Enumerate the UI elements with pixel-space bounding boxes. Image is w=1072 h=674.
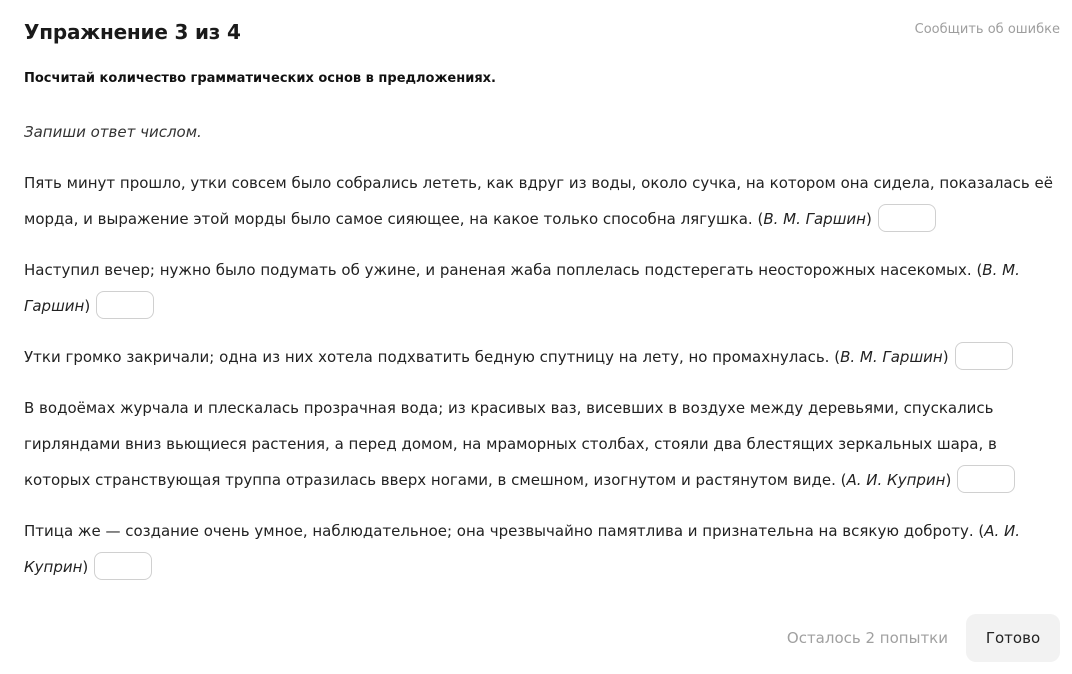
sentence-item: Наступил вечер; нужно было подумать об ужине, и раненая жаба поплелась подстерегать неосторожных насекомых. (В. М. Гаршин) bbox=[24, 252, 1060, 324]
sentence-text: Наступил вечер; нужно было подумать об ужине, и раненая жаба поплелась подстерегать неосторожных насекомых. bbox=[24, 261, 972, 279]
sentence-author: А. И. Куприн bbox=[846, 471, 946, 489]
answer-input[interactable] bbox=[878, 204, 936, 232]
exercise-page bbox=[24, 0, 1060, 674]
answer-input[interactable] bbox=[96, 291, 154, 319]
page-title: Упражнение 3 из 4 bbox=[24, 20, 241, 44]
report-error-link[interactable]: Сообщить об ошибке bbox=[914, 22, 1060, 37]
sentence-text: Пять минут прошло, утки совсем было собрались лететь, как вдруг из воды, около сучка, на котором она сидела, показалась её морда, и выражение этой морды было самое сияющее, на какое только способна лягушка. bbox=[24, 174, 1053, 228]
sentence-item: В водоёмах журчала и плескалась прозрачная вода; из красивых ваз, висевших в воздухе между деревьями, спускались гирляндами вниз вьющиеся растения, а перед домом, на мраморных столбах, стояли два блестящих зеркальных шара, в которых странствующая труппа отразилась вверх ногами, в смешном, изогнутом и растянутом виде. (А. И. Куприн) bbox=[24, 390, 1060, 498]
sentence-text: В водоёмах журчала и плескалась прозрачная вода; из красивых ваз, висевших в воздухе между деревьями, спускались гирляндами вниз вьющиеся растения, а перед домом, на мраморных столбах, стояли два блестящих зеркальных шара, в которых странствующая труппа отразилась вверх ногами, в смешном, изогнутом и растянутом виде. bbox=[24, 399, 997, 489]
sentence-item: Пять минут прошло, утки совсем было собрались лететь, как вдруг из воды, около сучка, на котором она сидела, показалась её морда, и выражение этой морды было самое сияющее, на какое только способна лягушка. (В. М. Гаршин) bbox=[24, 165, 1060, 237]
answer-input[interactable] bbox=[957, 465, 1015, 493]
sentence-author: В. М. Гаршин bbox=[840, 348, 943, 366]
sentence-author: В. М. Гаршин bbox=[763, 210, 866, 228]
header bbox=[24, 20, 1060, 52]
sentence-list bbox=[24, 165, 1060, 600]
sentence-text: Птица же — создание очень умное, наблюдательное; она чрезвычайно памятлива и признательна на всякую доброту. bbox=[24, 522, 974, 540]
sentence-item: Птица же — создание очень умное, наблюдательное; она чрезвычайно памятлива и признательна на всякую доброту. (А. И. Куприн) bbox=[24, 513, 1060, 585]
done-button[interactable]: Готово bbox=[966, 614, 1060, 662]
answer-input[interactable] bbox=[955, 342, 1013, 370]
sentence-item: Утки громко закричали; одна из них хотела подхватить бедную спутницу на лету, но промахнулась. (В. М. Гаршин) bbox=[24, 339, 1060, 375]
answer-input[interactable] bbox=[94, 552, 152, 580]
sentence-author: А. И. Куприн bbox=[24, 522, 1021, 576]
task-hint: Запиши ответ числом. bbox=[24, 123, 202, 141]
attempts-remaining: Осталось 2 попытки bbox=[786, 629, 948, 647]
footer bbox=[787, 614, 1060, 662]
sentence-text: Утки громко закричали; одна из них хотела подхватить бедную спутницу на лету, но промахнулась. bbox=[24, 348, 830, 366]
task-instruction: Посчитай количество грамматических основ в предложениях. bbox=[24, 71, 496, 86]
sentence-author: В. М. Гаршин bbox=[24, 261, 1020, 315]
